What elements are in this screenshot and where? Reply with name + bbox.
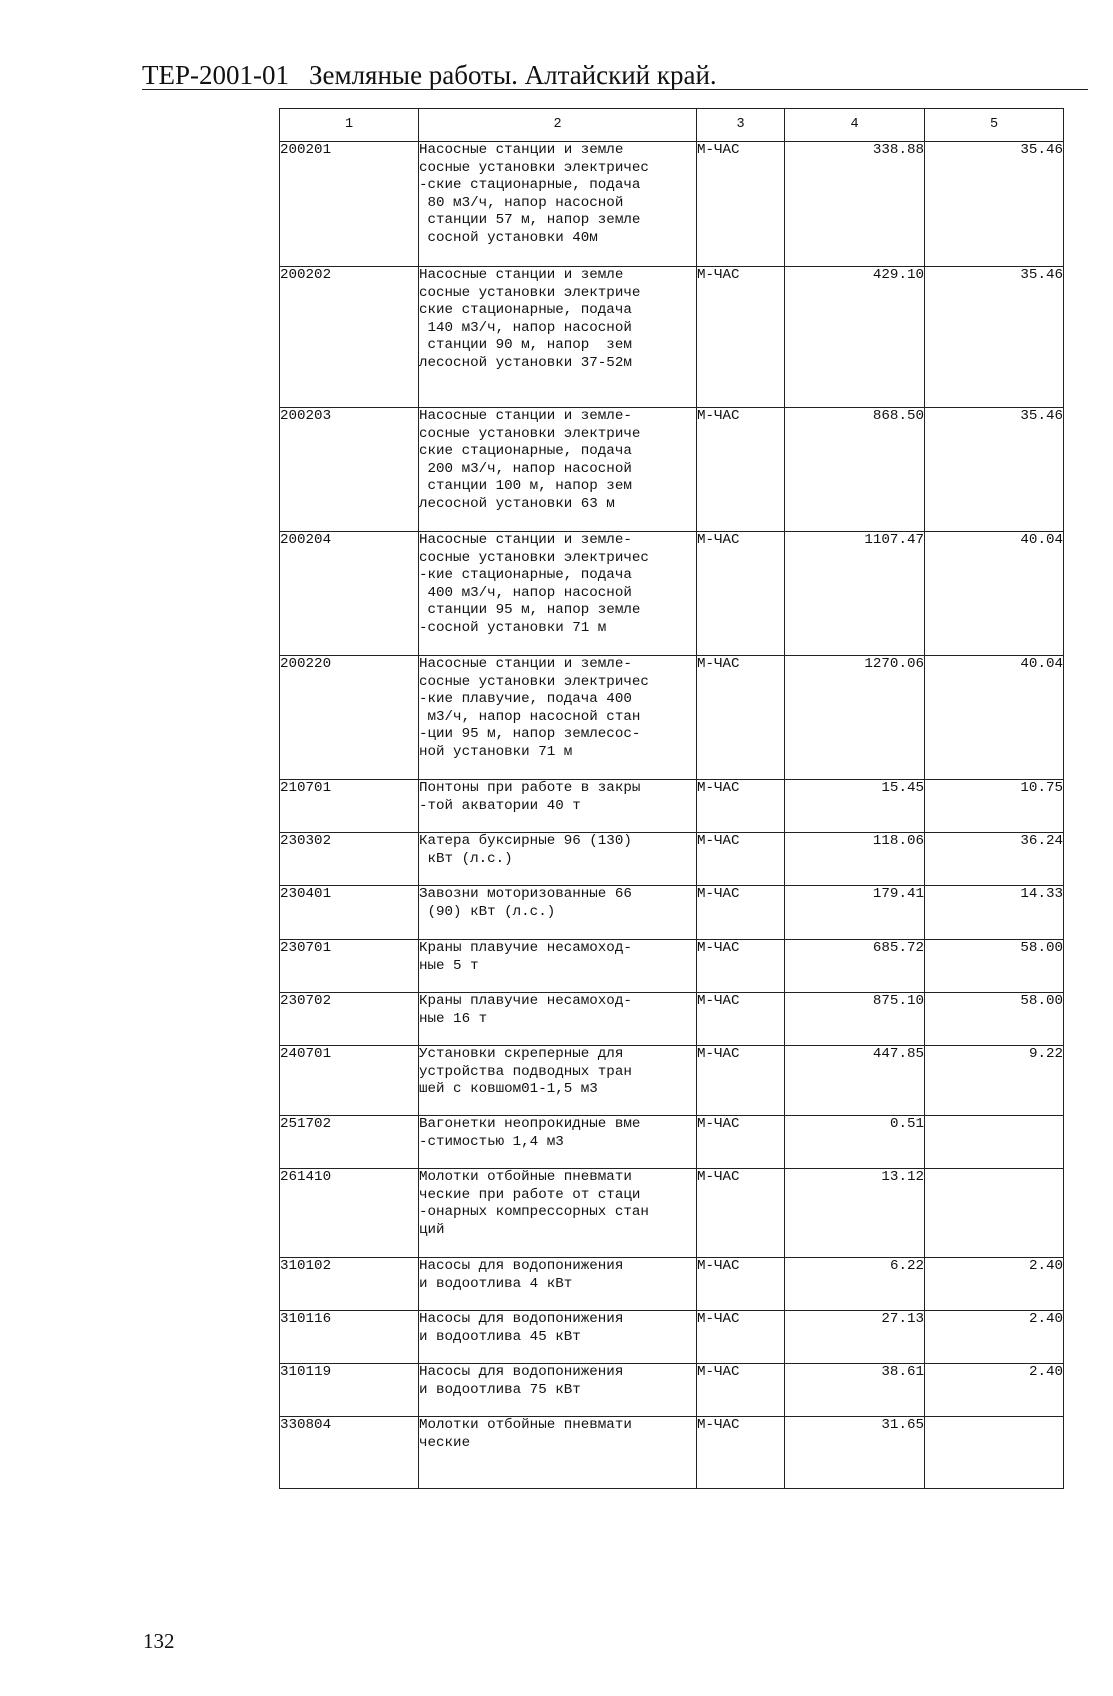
table-row [280,780,1064,833]
row-value-5: 40.04 [925,656,1064,780]
row-value-4: 179.41 [785,886,925,940]
row-code: 230701 [280,940,419,993]
row-value-5 [925,1169,1064,1258]
row-name: Насосы для водопонижения и водоотлива 45 кВт [419,1311,697,1364]
row-unit: М-ЧАС [697,940,785,993]
column-header-1: 1 [280,109,419,142]
row-value-5: 40.04 [925,532,1064,656]
table-header-row [280,109,1064,142]
row-value-5: 2.40 [925,1364,1064,1417]
row-name: Насосные станции и земле сосные установки электриче ские стационарные, подача 140 м3/ч, напор насосной станции 90 м, напор зем лесосной установки 37-52м [419,267,697,408]
table-row [280,886,1064,940]
table-row [280,1116,1064,1169]
row-name: Насосные станции и земле- сосные установки электричес -кие стационарные, подача 400 м3/ч, напор насосной станции 95 м, напор земле -сосной установки 71 м [419,532,697,656]
table-row [280,993,1064,1046]
row-value-5: 14.33 [925,886,1064,940]
row-value-5: 36.24 [925,833,1064,886]
row-unit: М-ЧАС [697,1364,785,1417]
header-rule [142,89,1088,90]
row-unit: М-ЧАС [697,780,785,833]
row-unit: М-ЧАС [697,833,785,886]
table-row [280,656,1064,780]
table-row [280,1364,1064,1417]
row-code: 230401 [280,886,419,940]
row-code: 240701 [280,1046,419,1116]
row-unit: М-ЧАС [697,1258,785,1311]
row-value-4: 338.88 [785,142,925,267]
table-row [280,1417,1064,1489]
row-unit: М-ЧАС [697,886,785,940]
row-value-5: 35.46 [925,142,1064,267]
row-unit: М-ЧАС [697,656,785,780]
row-unit: М-ЧАС [697,408,785,532]
table-row [280,1046,1064,1116]
row-value-4: 31.65 [785,1417,925,1489]
row-unit: М-ЧАС [697,1169,785,1258]
row-code: 200201 [280,142,419,267]
table-row [280,408,1064,532]
table-row [280,532,1064,656]
row-value-4: 6.22 [785,1258,925,1311]
row-value-5: 58.00 [925,993,1064,1046]
row-name: Насосные станции и земле сосные установки электричес -ские стационарные, подача 80 м3/ч, напор насосной станции 57 м, напор земле сосной установки 40м [419,142,697,267]
row-name: Насосы для водопонижения и водоотлива 75 кВт [419,1364,697,1417]
row-value-4: 868.50 [785,408,925,532]
row-unit: М-ЧАС [697,1116,785,1169]
row-name: Краны плавучие несамоход- ные 16 т [419,993,697,1046]
table-row [280,940,1064,993]
row-value-5: 2.40 [925,1311,1064,1364]
row-code: 200220 [280,656,419,780]
row-code: 310116 [280,1311,419,1364]
row-name: Катера буксирные 96 (130) кВт (л.с.) [419,833,697,886]
row-value-5: 9.22 [925,1046,1064,1116]
row-value-4: 13.12 [785,1169,925,1258]
row-value-5: 35.46 [925,408,1064,532]
row-name: Молотки отбойные пневмати ческие при работе от стаци -онарных компрессорных стан ций [419,1169,697,1258]
row-value-4: 15.45 [785,780,925,833]
row-value-4: 118.06 [785,833,925,886]
row-unit: М-ЧАС [697,1417,785,1489]
page-header [142,58,1087,92]
row-name: Установки скреперные для устройства подводных тран шей с ковшом01-1,5 м3 [419,1046,697,1116]
column-header-5: 5 [925,109,1064,142]
row-code: 230302 [280,833,419,886]
row-code: 251702 [280,1116,419,1169]
row-name: Вагонетки неопрокидные вме -стимостью 1,4 м3 [419,1116,697,1169]
table-row [280,1169,1064,1258]
row-code: 200202 [280,267,419,408]
row-value-5: 2.40 [925,1258,1064,1311]
row-name: Завозни моторизованные 66 (90) кВт (л.с.) [419,886,697,940]
row-value-4: 447.85 [785,1046,925,1116]
row-value-5: 10.75 [925,780,1064,833]
row-unit: М-ЧАС [697,1311,785,1364]
row-name: Насосные станции и земле- сосные установки электриче ские стационарные, подача 200 м3/ч, напор насосной станции 100 м, напор зем лесосной установки 63 м [419,408,697,532]
row-value-4: 685.72 [785,940,925,993]
row-name: Краны плавучие несамоход- ные 5 т [419,940,697,993]
row-unit: М-ЧАС [697,267,785,408]
row-name: Насосы для водопонижения и водоотлива 4 кВт [419,1258,697,1311]
row-value-4: 875.10 [785,993,925,1046]
row-unit: М-ЧАС [697,993,785,1046]
table-row [280,1258,1064,1311]
row-name: Молотки отбойные пневмати ческие [419,1417,697,1489]
table-row [280,1311,1064,1364]
row-value-4: 27.13 [785,1311,925,1364]
row-value-4: 0.51 [785,1116,925,1169]
row-value-4: 1270.06 [785,656,925,780]
table-row [280,267,1064,408]
row-unit: М-ЧАС [697,142,785,267]
row-value-4: 38.61 [785,1364,925,1417]
row-value-5 [925,1417,1064,1489]
column-header-3: 3 [697,109,785,142]
row-code: 200203 [280,408,419,532]
document-title: Земляные работы. Алтайский край. [308,60,717,90]
row-value-5: 58.00 [925,940,1064,993]
resource-table [279,108,1064,1489]
page-number: 132 [143,1629,175,1653]
column-header-2: 2 [419,109,697,142]
row-code: 310119 [280,1364,419,1417]
column-header-4: 4 [785,109,925,142]
row-value-5: 35.46 [925,267,1064,408]
row-code: 230702 [280,993,419,1046]
row-name: Понтоны при работе в закры -той акватории 40 т [419,780,697,833]
table-row [280,142,1064,267]
row-code: 210701 [280,780,419,833]
row-name: Насосные станции и земле- сосные установки электричес -кие плавучие, подача 400 м3/ч, напор насосной стан -ции 95 м, напор землесос- ной установки 71 м [419,656,697,780]
row-code: 330804 [280,1417,419,1489]
row-code: 200204 [280,532,419,656]
row-value-4: 1107.47 [785,532,925,656]
table-row [280,833,1064,886]
row-value-5 [925,1116,1064,1169]
row-unit: М-ЧАС [697,532,785,656]
row-code: 261410 [280,1169,419,1258]
row-unit: М-ЧАС [697,1046,785,1116]
row-code: 310102 [280,1258,419,1311]
row-value-4: 429.10 [785,267,925,408]
document-code: ТЕР-2001-01 [142,60,289,90]
